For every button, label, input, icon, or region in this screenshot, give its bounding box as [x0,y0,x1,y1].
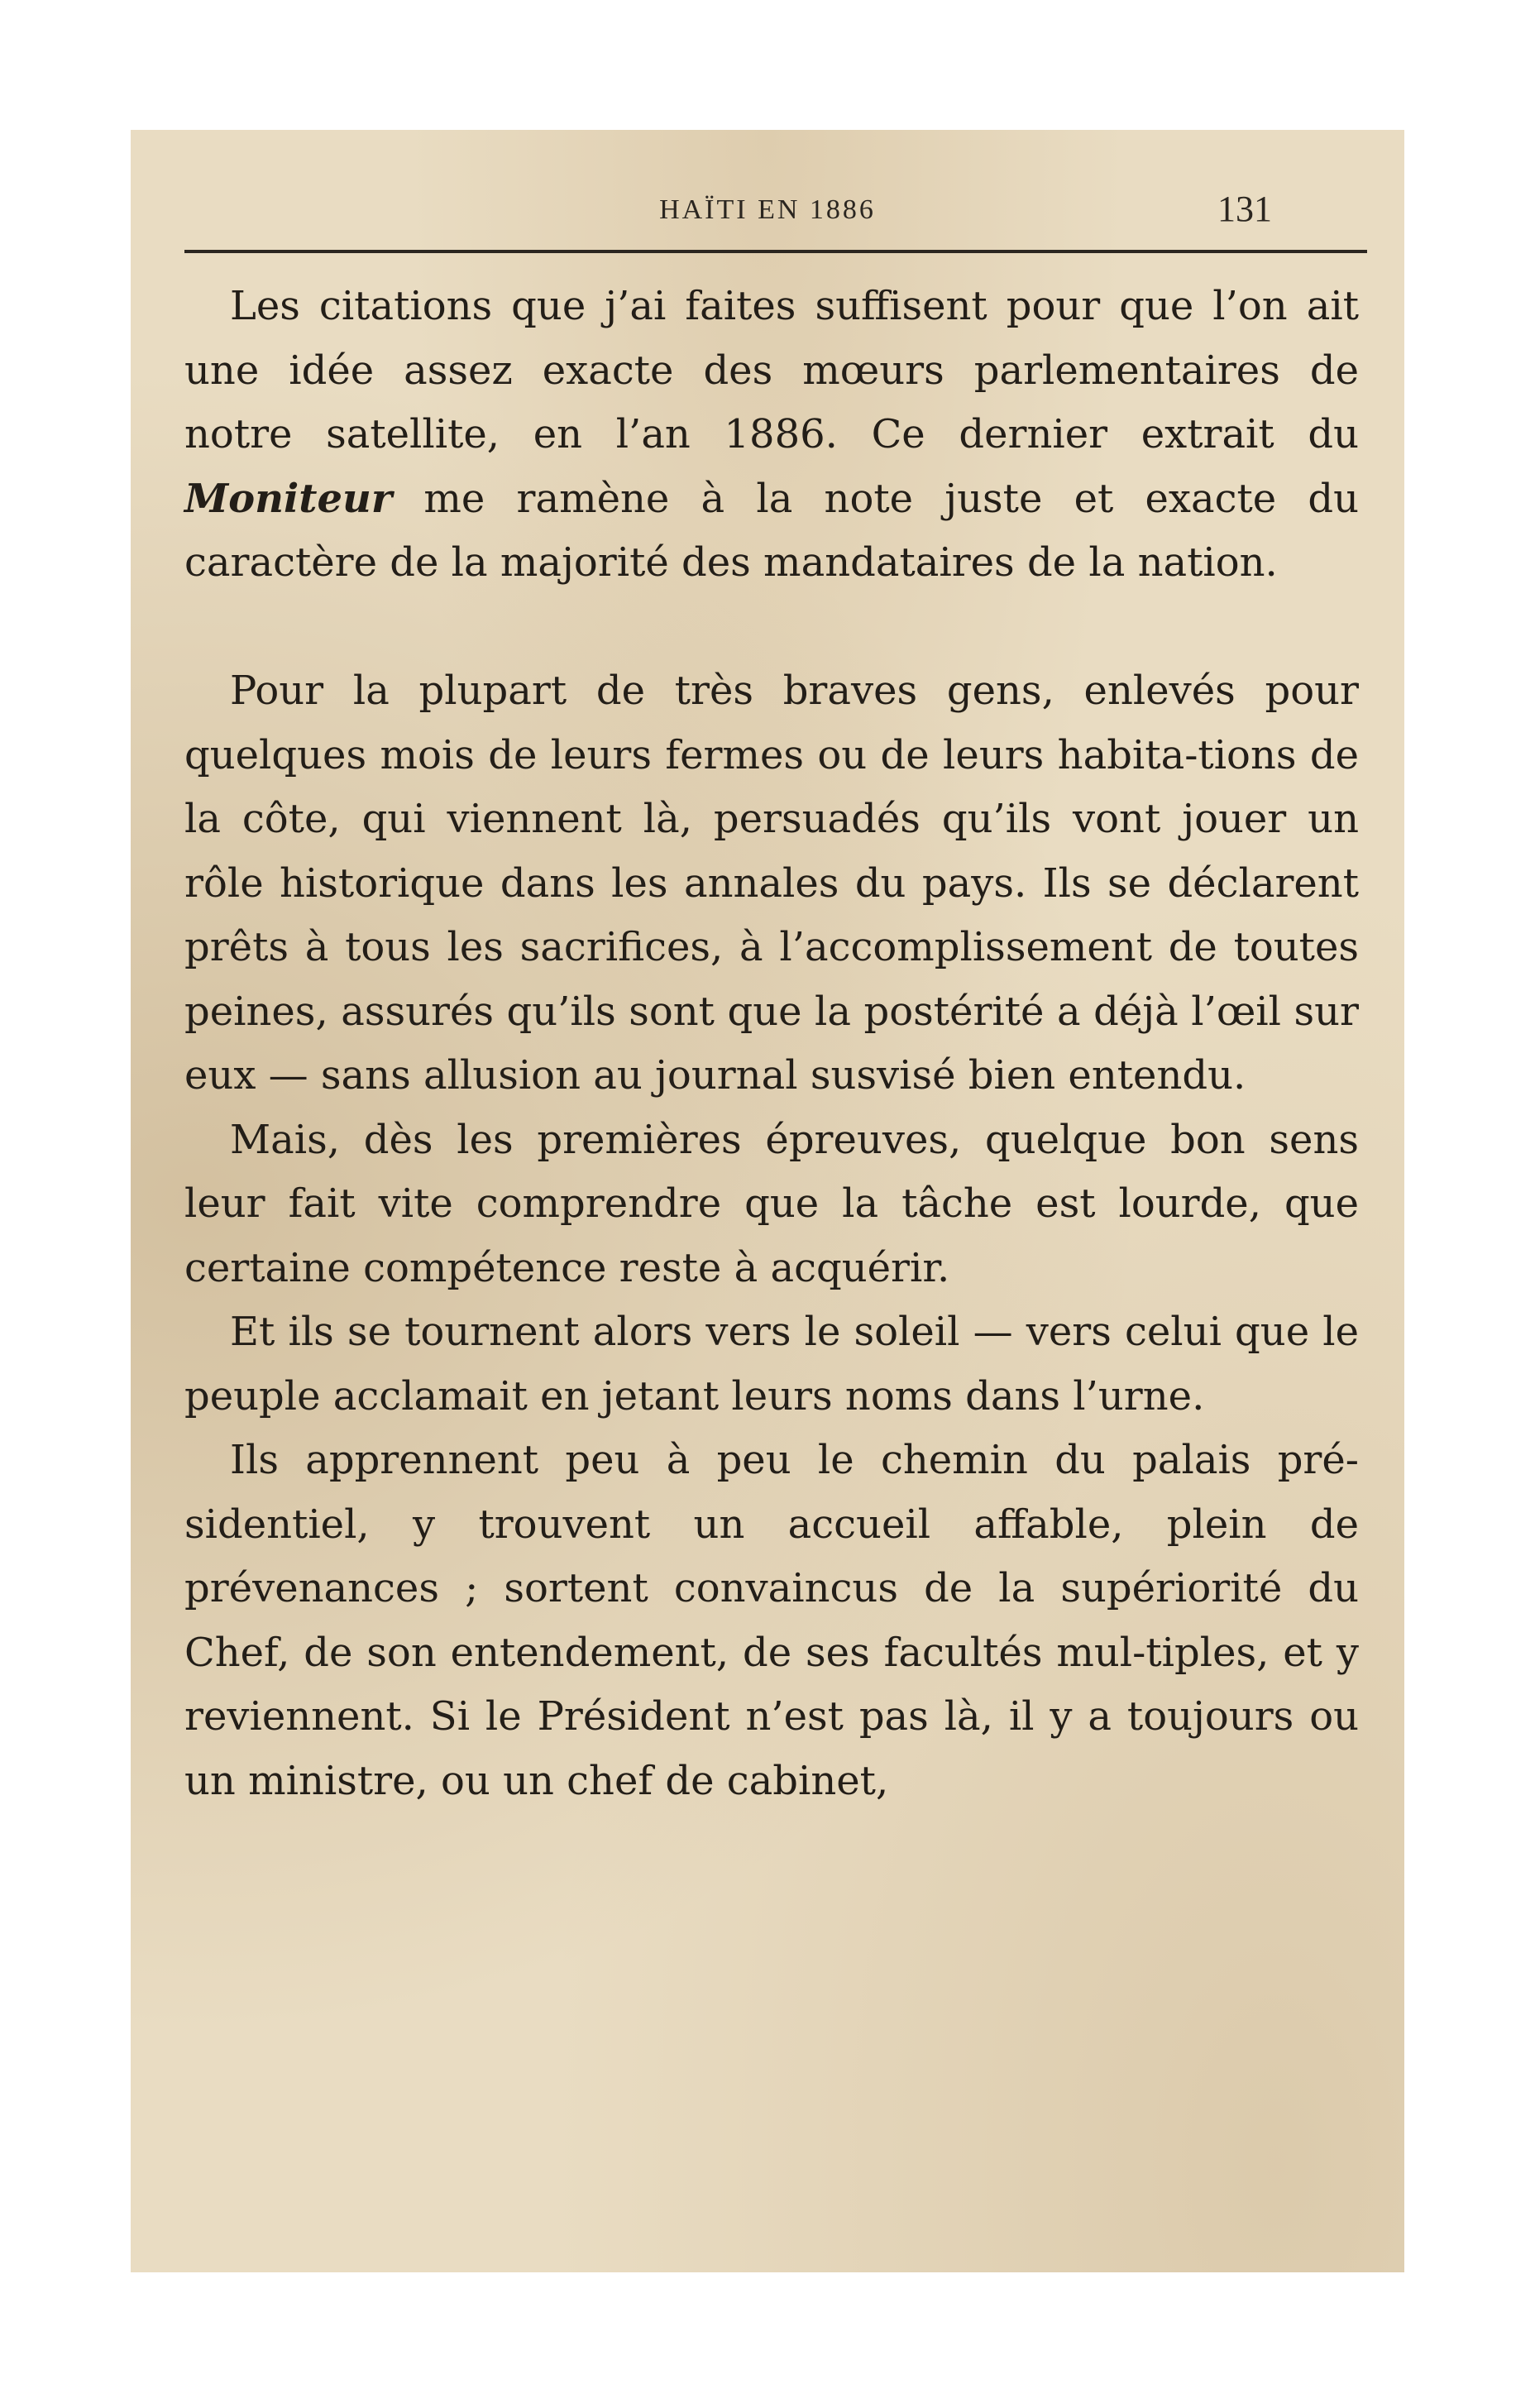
paragraph-1-end: me ramène à la note juste et exacte du caractère de la majorité des mandataires de la nation. [184,475,1359,586]
running-head [131,188,1404,237]
header-rule [184,250,1367,253]
paragraph-1-start: Les citations que j’ai faites suffisent pour que l’on ait une idée assez exacte des mœurs parlementaires de notre satellite, en l’an 1886. Ce dernier extrait du [184,283,1359,457]
paragraph-2: Pour la plupart de très braves gens, enlevés pour quelques mois de leurs fermes ou de leurs habita-tions de la côte, qui viennent là, persuadés qu’ils vont jouer un rôle historique dans les annales du pays. Ils se déclarent prêts à tous les sacrifices, à l’accomplissement de toutes peines, assurés qu’ils sont que la postérité a déjà l’œil sur eux — sans allusion au journal susvisé bien entendu. [184,668,1359,1099]
paragraph-1 [184,275,1359,596]
body-text [184,275,1359,1813]
paragraph-5: Ils apprennent peu à peu le chemin du palais pré-sidentiel, y trouvent un accueil affable, plein de prévenances ; sortent convaincus de la supériorité du Chef, de son entendement, de ses facultés mul-tiples, et y reviennent. Si le Président n’est pas là, il y a toujours ou un ministre, ou un chef de cabinet, [184,1437,1359,1804]
paragraph-1-emphasis: Moniteur [184,475,393,522]
running-head-title [131,188,1404,227]
book-page [131,130,1404,2272]
page-number: 131 [1217,189,1272,229]
paragraph-4: Et ils se tournent alors vers le soleil — vers celui que le peuple acclamait en jetant leurs noms dans l’urne. [184,1309,1359,1419]
running-head-title-text: HAÏTI EN 1886 [659,194,876,225]
paragraph-3: Mais, dès les premières épreuves, quelque bon sens leur fait vite comprendre que la tâche est lourde, que certaine compétence reste à acquérir. [184,1116,1359,1291]
